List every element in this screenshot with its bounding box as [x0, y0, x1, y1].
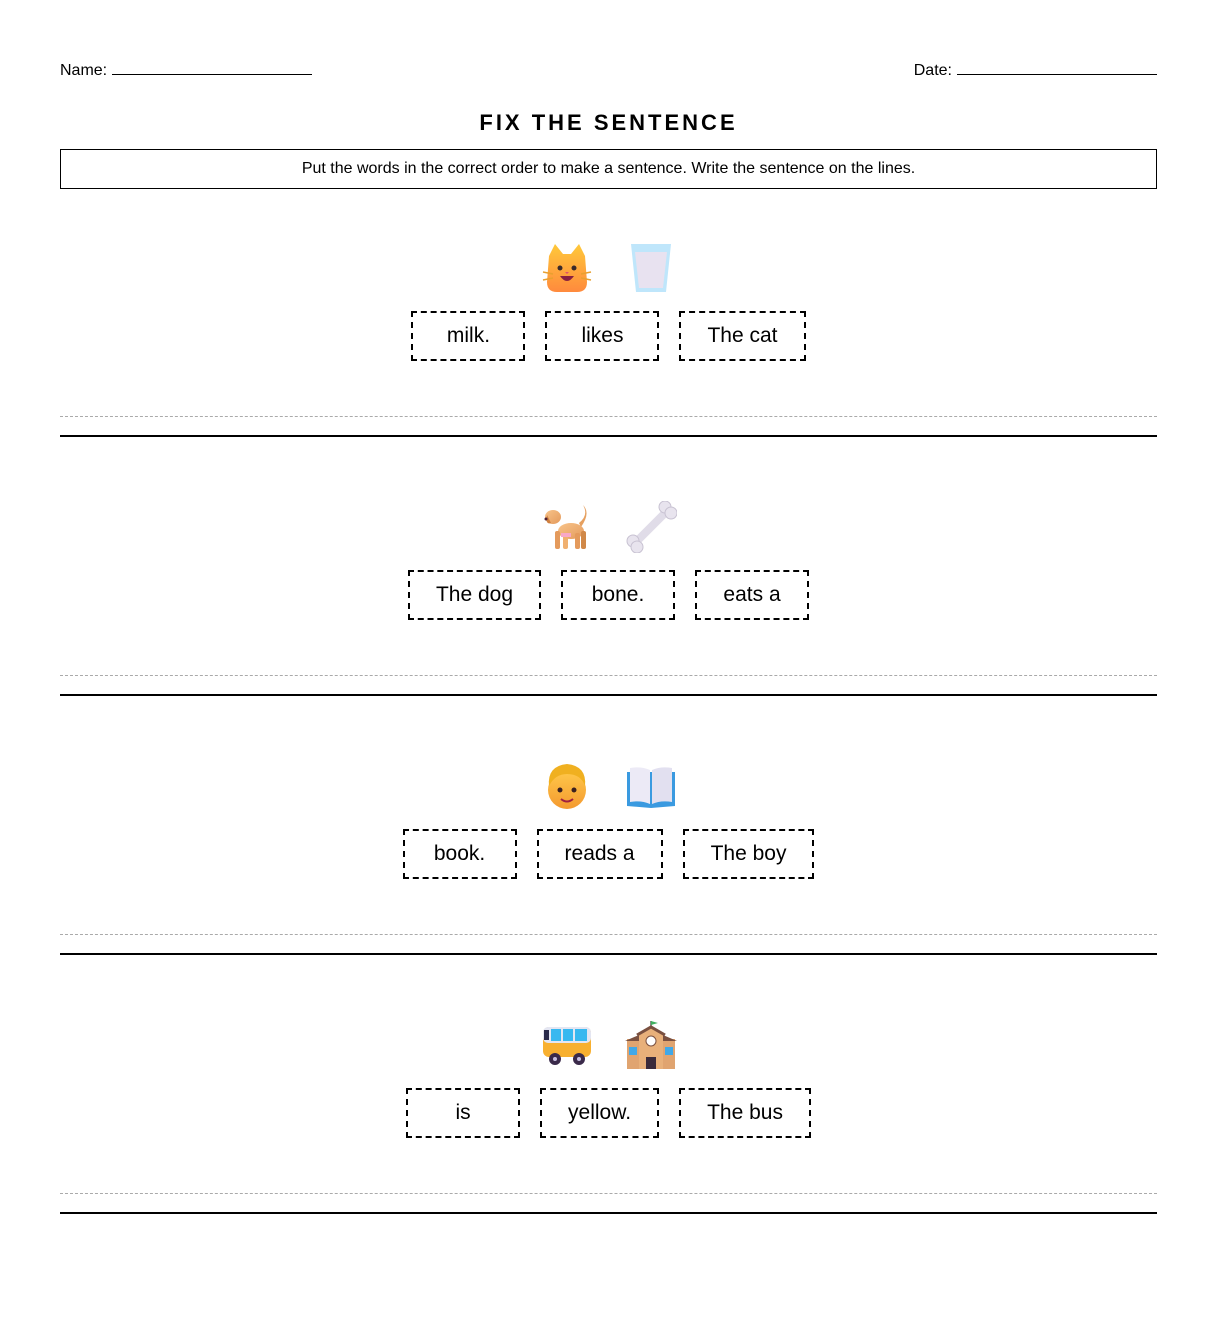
word-card[interactable]: eats a [695, 570, 809, 620]
date-blank-line[interactable] [957, 58, 1157, 75]
picture-row [60, 240, 1157, 294]
instructions-text: Put the words in the correct order to make a sentence. Write the sentence on the lines. [301, 160, 916, 177]
writing-line[interactable] [60, 694, 1157, 696]
word-card[interactable]: reads a [537, 829, 663, 879]
instructions-box [60, 149, 1157, 189]
bus-icon [541, 1019, 593, 1071]
picture-row [60, 1017, 1157, 1071]
word-card[interactable]: yellow. [540, 1088, 659, 1138]
name-blank-line[interactable] [112, 58, 312, 75]
name-label: Name: [60, 62, 108, 79]
date-label: Date: [913, 62, 952, 79]
dog-icon [541, 501, 593, 553]
guide-line-dashed [60, 416, 1157, 417]
word-cards [60, 829, 1157, 879]
exercise-4 [60, 1017, 1157, 1276]
word-card[interactable]: The bus [679, 1088, 811, 1138]
cat-face-icon [541, 242, 593, 294]
writing-line[interactable] [60, 953, 1157, 955]
word-card[interactable]: bone. [561, 570, 675, 620]
word-card[interactable]: The cat [679, 311, 805, 361]
open-book-icon [625, 760, 677, 812]
glass-of-milk-icon [625, 242, 677, 294]
exercise-1 [60, 240, 1157, 499]
guide-line-dashed [60, 1193, 1157, 1194]
word-card[interactable]: book. [403, 829, 517, 879]
word-cards [60, 1088, 1157, 1138]
header-row [60, 58, 1157, 82]
guide-line-dashed [60, 934, 1157, 935]
page-title: FIX THE SENTENCE [479, 110, 738, 135]
writing-line[interactable] [60, 435, 1157, 437]
exercise-3 [60, 758, 1157, 1017]
picture-row [60, 499, 1157, 553]
word-card[interactable]: likes [545, 311, 659, 361]
word-cards [60, 570, 1157, 620]
bone-icon [625, 501, 677, 553]
guide-line-dashed [60, 675, 1157, 676]
writing-line[interactable] [60, 1212, 1157, 1214]
school-icon [625, 1019, 677, 1071]
word-card[interactable]: is [406, 1088, 520, 1138]
date-field [914, 58, 1157, 80]
boy-icon [541, 760, 593, 812]
name-field [60, 58, 312, 80]
word-card[interactable]: milk. [411, 311, 525, 361]
word-card[interactable]: The dog [408, 570, 541, 620]
picture-row [60, 758, 1157, 812]
word-card[interactable]: The boy [683, 829, 815, 879]
exercise-2 [60, 499, 1157, 758]
word-cards [60, 311, 1157, 361]
